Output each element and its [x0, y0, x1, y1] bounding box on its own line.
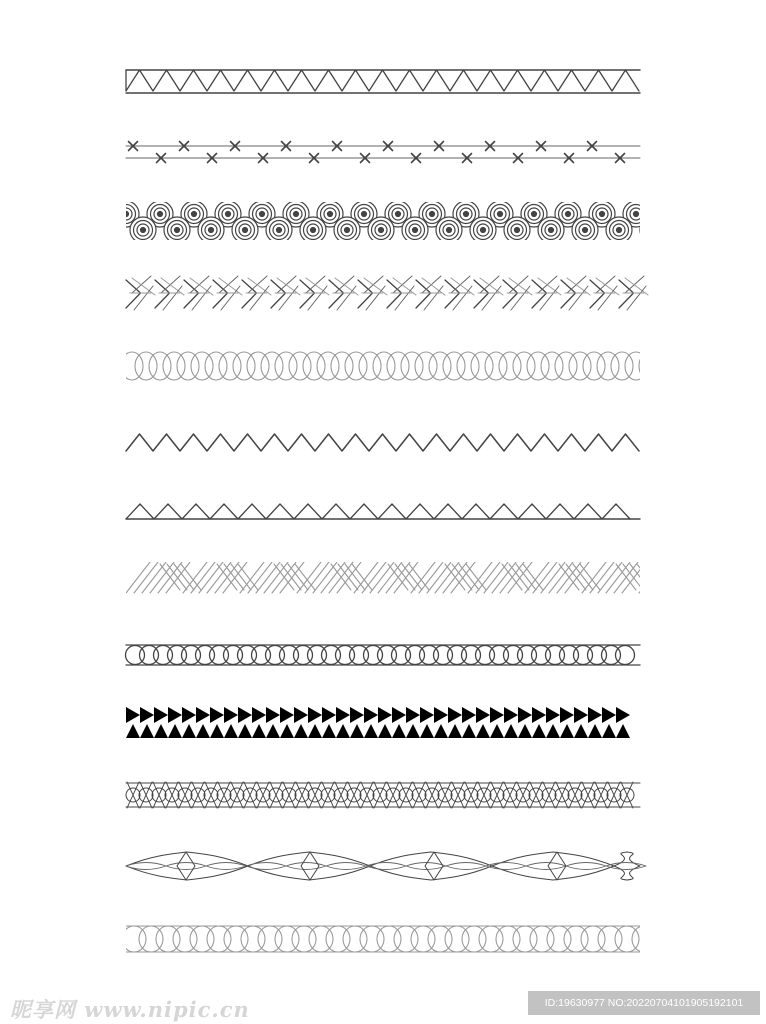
- wavy-diamond-ribbon-border: [126, 852, 646, 880]
- zigzag-between-rails-border: [126, 70, 640, 93]
- chain-rings-border: [126, 645, 641, 665]
- image-id-watermark: ID:19630977 NO:20220704101905192101: [528, 991, 760, 1015]
- concentric-circles-border: [113, 201, 666, 243]
- cross-stitch-rails-border: [126, 142, 640, 163]
- plain-zigzag-border: [126, 434, 639, 451]
- circles-and-crosses-border: [126, 782, 640, 808]
- overlapping-ovals-border: [122, 926, 656, 952]
- braided-lattice-border: [126, 276, 648, 310]
- nipic-logo-watermark: 昵享网 www.nipic.cn: [10, 997, 250, 1022]
- triangles-on-baseline-border: [126, 504, 640, 519]
- overlapping-loops-border: [121, 352, 661, 380]
- black-triangles-border: [126, 707, 630, 738]
- herringbone-hatch-border: [126, 562, 714, 593]
